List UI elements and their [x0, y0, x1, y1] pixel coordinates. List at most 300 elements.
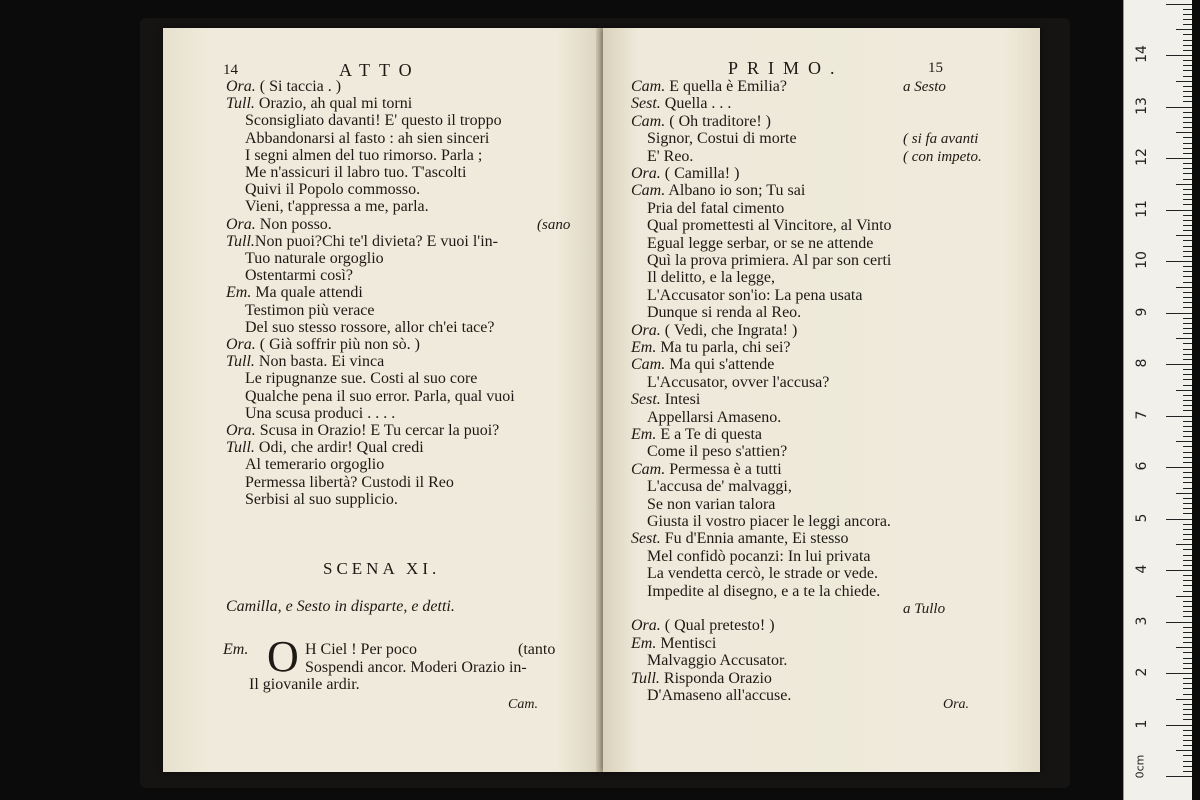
speaker-label: Ora. — [226, 422, 256, 439]
ruler-tick — [1183, 678, 1192, 679]
ruler-tick — [1183, 766, 1192, 767]
text-line — [647, 583, 880, 601]
ruler-tick — [1183, 627, 1192, 628]
text-line — [631, 113, 771, 131]
ruler-tick — [1183, 549, 1192, 550]
text-line — [631, 356, 774, 374]
ruler-tick — [1183, 529, 1192, 530]
ruler-tick — [1183, 755, 1192, 756]
ruler-tick — [1183, 379, 1192, 380]
ruler-tick — [1183, 101, 1192, 102]
line-text: Signor, Costui di morte — [647, 130, 797, 148]
line-text: Permessa è a tutti — [665, 460, 782, 478]
ruler-tick — [1183, 91, 1192, 92]
line-text: Ostentarmi così? — [245, 267, 353, 285]
ruler-tick — [1183, 688, 1192, 689]
ruler-tick — [1183, 601, 1192, 602]
left-running-head: ATTO — [339, 60, 421, 80]
line-text: Pria del fatal cimento — [647, 199, 785, 217]
line-text: D'Amaseno all'accuse. — [647, 687, 792, 704]
ruler-tick — [1183, 70, 1192, 71]
speaker-label: Tull. — [226, 95, 255, 113]
ruler-tick — [1183, 127, 1192, 128]
ruler-tick — [1183, 369, 1192, 370]
line-text: ( Camilla! ) — [660, 165, 740, 182]
line-text: E quella è Emilia? — [665, 78, 787, 95]
ruler-tick — [1183, 19, 1192, 20]
stage-aside: ( con impeto. — [903, 148, 982, 165]
line-text: Intesi — [660, 391, 701, 409]
ruler-tick — [1176, 493, 1192, 494]
ruler-tick — [1183, 405, 1192, 406]
line-text: L'accusa de' malvaggi, — [647, 478, 792, 496]
ruler-tick — [1183, 230, 1192, 231]
ruler-tick — [1166, 673, 1192, 674]
ruler-tick — [1183, 96, 1192, 97]
ruler-tick — [1183, 503, 1192, 504]
ruler-unit-label: 0cm — [1133, 754, 1147, 779]
ruler-tick — [1183, 374, 1192, 375]
ruler-tick — [1166, 776, 1192, 777]
right-running-head: PRIMO. — [728, 58, 844, 78]
speaker-label: Tull. — [226, 232, 255, 250]
ruler-tick — [1183, 24, 1192, 25]
line-text: Tuo naturale orgoglio — [245, 250, 384, 267]
ruler-tick — [1183, 318, 1192, 319]
ruler-tick — [1183, 163, 1192, 164]
text-line — [245, 130, 489, 148]
line-text: ( Già soffrir più non sò. ) — [255, 336, 420, 353]
ruler-tick — [1183, 354, 1192, 355]
ruler-tick — [1183, 302, 1192, 303]
ruler-tick — [1176, 81, 1192, 82]
line-text: Malvaggio Accusator. — [647, 652, 788, 670]
line-text: Non basta. Ei vinca — [254, 353, 385, 371]
speaker-label: Cam. — [631, 182, 666, 200]
ruler-tick — [1183, 148, 1192, 149]
text-line — [245, 147, 482, 165]
speaker-label: Ora. — [631, 617, 661, 635]
ruler-tick — [1166, 622, 1192, 623]
ruler-tick — [1183, 143, 1192, 144]
text-line — [647, 513, 891, 531]
ruler-tick — [1183, 266, 1192, 267]
ruler-tick — [1166, 416, 1192, 417]
text-line — [631, 461, 782, 479]
speaker-label: Em. — [226, 284, 252, 302]
ruler-tick — [1166, 158, 1192, 159]
text-line — [631, 617, 775, 635]
ruler-tick — [1183, 575, 1192, 576]
ruler-number: 4 — [1134, 564, 1150, 574]
ruler-tick — [1183, 761, 1192, 762]
text-line — [631, 182, 805, 200]
line-text: Impedite al disegno, e a te la chiede. — [647, 582, 881, 600]
ruler-tick — [1166, 313, 1192, 314]
ruler-tick — [1166, 107, 1192, 108]
text-line — [647, 148, 693, 166]
ruler-tick — [1183, 488, 1192, 489]
speaker-label: Sest. — [631, 391, 661, 409]
line-text: Me n'assicuri il labro tuo. T'ascolti — [245, 164, 467, 181]
measuring-ruler — [1123, 0, 1192, 800]
stage-aside: a Sesto — [903, 79, 946, 95]
text-line — [631, 530, 849, 548]
line-text: Egual legge serbar, or se ne attende — [647, 234, 874, 252]
stage-aside: (sano — [537, 216, 571, 233]
line-text: Come il peso s'attien? — [647, 443, 788, 461]
line-text: Orazio, ah qual mi torni — [254, 95, 413, 113]
ruler-tick — [1166, 364, 1192, 365]
speaker-label: Cam. — [631, 112, 666, 130]
text-line — [647, 443, 787, 461]
line-text: L'Accusator son'io: La pena usata — [647, 286, 863, 304]
ruler-tick — [1176, 647, 1192, 648]
left-catchword: Cam. — [508, 697, 538, 712]
ruler-number: 2 — [1134, 667, 1150, 677]
ruler-tick — [1183, 45, 1192, 46]
ruler-tick — [1183, 457, 1192, 458]
speaker-label: Em. — [223, 641, 249, 658]
text-line — [245, 302, 375, 320]
line-text: Al temerario orgoglio — [245, 456, 385, 474]
line-text: Non puoi?Chi te'l divieta? E vuoi l'in- — [254, 232, 498, 250]
ruler-number: 11 — [1134, 199, 1150, 218]
ruler-tick — [1183, 555, 1192, 556]
text-line — [647, 269, 775, 287]
ruler-number: 10 — [1134, 251, 1150, 269]
ruler-number: 13 — [1134, 96, 1150, 115]
ruler-tick — [1183, 251, 1192, 252]
ruler-tick — [1183, 534, 1192, 535]
text-line — [631, 339, 791, 357]
text-line — [647, 496, 775, 514]
speaker-label: Tull. — [226, 353, 255, 371]
speaker-label: Cam. — [631, 78, 666, 95]
line-text: Sconsigliato davanti! E' questo il troppo — [245, 112, 502, 130]
ruler-tick — [1176, 390, 1192, 391]
ruler-tick — [1183, 189, 1192, 190]
line-text: Ma quale attendi — [251, 284, 363, 302]
ruler-tick — [1183, 513, 1192, 514]
text-line — [631, 635, 716, 653]
text-line — [226, 284, 363, 302]
text-line — [631, 670, 772, 688]
left-page-number: 14 — [223, 62, 238, 78]
stage-aside: (tanto — [518, 641, 556, 658]
line-text: ( Si taccia . ) — [255, 78, 342, 95]
line-text: Permessa libertà? Custodi il Reo — [245, 473, 454, 491]
text-line — [226, 233, 498, 251]
ruler-tick — [1183, 714, 1192, 715]
ruler-tick — [1183, 14, 1192, 15]
text-line — [647, 565, 878, 583]
ruler-tick — [1176, 338, 1192, 339]
ruler-tick — [1183, 225, 1192, 226]
text-line — [631, 391, 700, 409]
ruler-tick — [1183, 215, 1192, 216]
speaker-label: Tull. — [631, 669, 660, 687]
text-line — [226, 439, 424, 457]
ruler-tick — [1183, 343, 1192, 344]
text-line — [245, 267, 353, 285]
ruler-tick — [1183, 694, 1192, 695]
ruler-tick — [1176, 29, 1192, 30]
line-text: Quella . . . — [660, 95, 732, 113]
speaker-label: Ora. — [631, 321, 661, 339]
text-line — [647, 200, 784, 218]
text-line — [647, 217, 892, 235]
text-line: Sospendi ancor. Moderi Orazio in- — [305, 658, 527, 676]
ruler-number: 14 — [1134, 45, 1150, 63]
line-text: Le ripugnanze sue. Costi al suo core — [245, 370, 478, 388]
ruler-tick — [1183, 297, 1192, 298]
right-catchword: Ora. — [943, 697, 970, 712]
ruler-tick — [1183, 50, 1192, 51]
stage-direction: Camilla, e Sesto in disparte, e detti. — [226, 598, 455, 615]
ruler-tick — [1183, 652, 1192, 653]
line-text: Giusta il vostro piacer le leggi ancora. — [647, 513, 891, 530]
ruler-number: 6 — [1134, 461, 1150, 471]
ruler-tick — [1176, 235, 1192, 236]
text-line — [226, 353, 384, 371]
ruler-tick — [1183, 117, 1192, 118]
ruler-tick — [1183, 194, 1192, 195]
text-line — [647, 548, 870, 566]
right-page-number: 15 — [928, 60, 943, 76]
ruler-tick — [1183, 282, 1192, 283]
ruler-tick — [1183, 328, 1192, 329]
line-text: La vendetta cercò, le strade or vede. — [647, 565, 878, 583]
ruler-tick — [1183, 472, 1192, 473]
text-line — [245, 491, 398, 509]
text-line — [647, 130, 797, 148]
line-text: ( Vedi, che Ingrata! ) — [660, 321, 798, 339]
ruler-tick — [1183, 323, 1192, 324]
text-line — [245, 474, 454, 492]
text-line — [226, 216, 332, 234]
ruler-tick — [1166, 4, 1192, 5]
ruler-number: 7 — [1134, 410, 1150, 419]
ruler-tick — [1183, 307, 1192, 308]
line-text: Quivi il Popolo commosso. — [245, 181, 421, 199]
ruler-tick — [1183, 446, 1192, 447]
text-line — [647, 287, 862, 305]
ruler-tick — [1183, 462, 1192, 463]
ruler-tick — [1183, 276, 1192, 277]
text-line: H Ciel ! Per poco — [305, 641, 417, 658]
ruler-tick — [1183, 452, 1192, 453]
speaker-label: Em. — [631, 426, 657, 443]
ruler-tick — [1183, 76, 1192, 77]
speaker-label: Em. — [631, 339, 657, 356]
ruler-tick — [1183, 637, 1192, 638]
ruler-tick — [1183, 204, 1192, 205]
ruler-tick — [1183, 508, 1192, 509]
text-line — [647, 409, 781, 427]
ruler-tick — [1183, 359, 1192, 360]
ruler-number: 9 — [1134, 307, 1150, 316]
line-text: Testimon più verace — [245, 301, 375, 319]
speaker-label: Cam. — [631, 460, 666, 478]
ruler-tick — [1176, 184, 1192, 185]
ruler-number: 3 — [1134, 616, 1150, 625]
speaker-label: Sest. — [631, 95, 661, 113]
ruler-tick — [1176, 441, 1192, 442]
ruler-tick — [1183, 477, 1192, 478]
line-text: Ma qui s'attende — [665, 356, 775, 374]
ruler-tick — [1183, 385, 1192, 386]
ruler-tick — [1166, 725, 1192, 726]
drop-cap: O — [267, 632, 299, 681]
ruler-tick — [1183, 735, 1192, 736]
ruler-tick — [1183, 256, 1192, 257]
ruler-tick — [1183, 9, 1192, 10]
ruler-tick — [1183, 246, 1192, 247]
line-text: Qualche pena il suo error. Parla, qual vuoi — [245, 387, 515, 405]
ruler-tick — [1183, 173, 1192, 174]
text-line — [245, 164, 466, 182]
ruler-tick — [1183, 565, 1192, 566]
speaker-label: Ora. — [226, 78, 256, 95]
ruler-tick — [1183, 86, 1192, 87]
ruler-tick — [1183, 168, 1192, 169]
ruler-tick — [1183, 745, 1192, 746]
ruler-tick — [1183, 658, 1192, 659]
line-text: L'Accusator, ovver l'accusa? — [647, 373, 830, 391]
ruler-tick — [1176, 596, 1192, 597]
text-line: Il giovanile ardir. — [249, 676, 360, 693]
text-line — [226, 95, 412, 113]
ruler-tick — [1183, 482, 1192, 483]
ruler-tick — [1166, 261, 1192, 262]
text-line — [647, 478, 792, 496]
ruler-tick — [1183, 220, 1192, 221]
line-text: Dunque si renda al Reo. — [647, 304, 802, 322]
line-text: Mel confidò pocanzi: In lui privata — [647, 547, 871, 565]
text-line — [245, 112, 502, 130]
ruler-tick — [1183, 400, 1192, 401]
text-line — [631, 78, 787, 96]
ruler-tick — [1183, 179, 1192, 180]
speaker-label: Ora. — [226, 336, 256, 353]
ruler-tick — [1183, 34, 1192, 35]
ruler-tick — [1183, 632, 1192, 633]
line-text: Serbisi al suo supplicio. — [245, 490, 398, 508]
ruler-tick — [1183, 560, 1192, 561]
ruler-tick — [1183, 122, 1192, 123]
ruler-tick — [1183, 271, 1192, 272]
ruler-tick — [1183, 498, 1192, 499]
line-text: Risponda Orazio — [659, 669, 772, 687]
ruler-tick — [1183, 421, 1192, 422]
text-line — [647, 652, 787, 670]
ruler-tick — [1183, 771, 1192, 772]
ruler-tick — [1183, 40, 1192, 41]
ruler-tick — [1183, 199, 1192, 200]
speaker-label: Cam. — [631, 356, 666, 374]
line-text: ( Qual pretesto! ) — [660, 617, 775, 635]
ruler-tick — [1183, 112, 1192, 113]
text-line — [631, 322, 797, 340]
line-text: Abbandonarsi al fasto : ah sien sinceri — [245, 129, 490, 147]
line-text: Fu d'Ennia amante, Ei stesso — [660, 530, 849, 548]
ruler-tick — [1166, 467, 1192, 468]
text-line — [245, 198, 429, 216]
ruler-tick — [1183, 616, 1192, 617]
text-line — [245, 405, 395, 423]
line-text: Vieni, t'appressa a me, parla. — [245, 198, 429, 216]
line-text: Quì la prova primiera. Al par son certi — [647, 252, 892, 269]
line-text: Scusa in Orazio! E Tu cercar la puoi? — [255, 422, 500, 439]
scene-heading: SCENA XI. — [323, 559, 441, 578]
text-line — [245, 250, 384, 268]
line-text: I segni almen del tuo rimorso. Parla ; — [245, 146, 483, 164]
ruler-tick — [1183, 668, 1192, 669]
ruler-tick — [1183, 719, 1192, 720]
ruler-tick — [1166, 210, 1192, 211]
text-line — [245, 319, 494, 337]
ruler-tick — [1183, 410, 1192, 411]
text-line — [245, 388, 515, 406]
text-line — [647, 687, 791, 705]
ruler-tick — [1183, 524, 1192, 525]
text-line — [647, 252, 891, 270]
ruler-tick — [1166, 55, 1192, 56]
text-line — [647, 235, 873, 253]
ruler-number: 12 — [1134, 148, 1150, 166]
speaker-label: Tull. — [226, 439, 255, 457]
ruler-tick — [1166, 519, 1192, 520]
ruler-tick — [1183, 395, 1192, 396]
ruler-tick — [1183, 292, 1192, 293]
ruler-tick — [1176, 132, 1192, 133]
text-line — [226, 78, 341, 96]
text-line — [631, 95, 731, 113]
ruler-tick — [1183, 606, 1192, 607]
line-text: E' Reo. — [647, 147, 694, 165]
ruler-tick — [1183, 591, 1192, 592]
ruler-number: 5 — [1134, 513, 1150, 522]
line-text: ( Oh traditore! ) — [665, 112, 771, 130]
text-line — [226, 422, 499, 440]
line-text: Appellarsi Amaseno. — [647, 408, 782, 426]
ruler-tick — [1183, 709, 1192, 710]
ruler-tick — [1183, 642, 1192, 643]
line-text: E a Te di questa — [656, 426, 762, 443]
line-text: Mentisci — [656, 634, 717, 652]
speaker-label: Em. — [631, 634, 657, 652]
stage-aside: ( si fa avanti — [903, 131, 979, 148]
ruler-tick — [1183, 426, 1192, 427]
ruler-tick — [1166, 570, 1192, 571]
ruler-tick — [1183, 683, 1192, 684]
ruler-number: 8 — [1134, 358, 1150, 368]
text-line — [647, 304, 801, 322]
ruler-tick — [1183, 730, 1192, 731]
ruler-tick — [1183, 611, 1192, 612]
text-line — [226, 336, 420, 354]
ruler-tick — [1183, 704, 1192, 705]
ruler-tick — [1176, 544, 1192, 545]
ruler-tick — [1183, 585, 1192, 586]
line-text: Del suo stesso rossore, allor ch'ei tace? — [245, 318, 495, 336]
ruler-tick — [1183, 740, 1192, 741]
ruler-tick — [1183, 137, 1192, 138]
text-line — [631, 165, 739, 183]
ruler-tick — [1183, 431, 1192, 432]
ruler-tick — [1183, 436, 1192, 437]
